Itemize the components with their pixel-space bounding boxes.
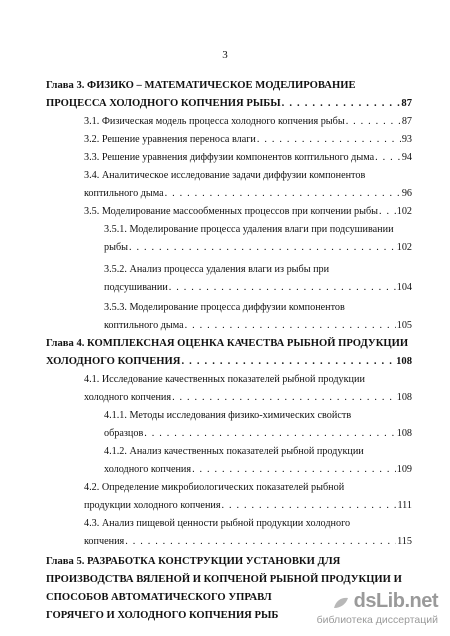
toc-entry-3-3: 3.3. Решение уравнения диффузии компонентов коптильного дыма . . . 94 xyxy=(84,152,412,164)
toc-entry-4-1-2: 4.1.2. Анализ качественных показателей рыбной продукции xyxy=(104,446,364,457)
toc-entry-3-4-cont: коптильного дыма . . . 96 xyxy=(84,188,412,200)
toc-chapter-5-title-cont-3: ГОРЯЧЕГО И ХОЛОДНОГО КОПЧЕНИЯ РЫБ xyxy=(46,610,279,621)
watermark-leaf-icon xyxy=(332,596,350,610)
toc-entry-3-5: 3.5. Моделирование массообменных процессов при копчении рыбы . . . 102 xyxy=(84,206,412,218)
toc-chapter-5-title-cont-2: СПОСОБОВ АВТОМАТИЧЕСКОГО УПРАВЛ xyxy=(46,592,272,603)
page-number: 3 xyxy=(222,49,228,61)
watermark-logo: dsLib.net xyxy=(353,590,438,612)
toc-entry-3-2: 3.2. Решение уравнения переноса влаги . . . 93 xyxy=(84,134,412,146)
toc-entry-4-3-cont: копчения . . . 115 xyxy=(84,536,412,548)
toc-entry-4-1-cont: холодного копчения . . . 108 xyxy=(84,392,412,404)
toc-entry-4-2: 4.2. Определение микробиологических показателей рыбной xyxy=(84,482,345,493)
toc-entry-3-5-2: 3.5.2. Анализ процесса удаления влаги из рыбы при xyxy=(104,264,330,275)
toc-entry-3-4: 3.4. Аналитическое исследование задачи диффузии компонентов xyxy=(84,170,366,181)
toc-chapter-4-title: Глава 4. КОМПЛЕКСНАЯ ОЦЕНКА КАЧЕСТВА РЫБНОЙ ПРОДУКЦИИ xyxy=(46,338,409,349)
toc-chapter-5-title-cont-1: ПРОИЗВОДСТВА ВЯЛЕНОЙ И КОПЧЕНОЙ РЫБНОЙ ПРОДУКЦИИ И xyxy=(46,574,402,585)
toc-entry-4-1-1-cont: образцов . . . 108 xyxy=(104,428,412,440)
toc-entry-3-5-2-cont: подсушивании . . . 104 xyxy=(104,282,412,294)
toc-chapter-3-title: Глава 3. ФИЗИКО – МАТЕМАТИЧЕСКОЕ МОДЕЛИРОВАНИЕ xyxy=(46,80,356,91)
toc-entry-4-3: 4.3. Анализ пищевой ценности рыбной продукции холодного xyxy=(84,518,351,529)
toc-entry-3-1: 3.1. Физическая модель процесса холодного копчения рыбы . . . 87 xyxy=(84,116,412,128)
toc-entry-3-5-3: 3.5.3. Моделирование процесса диффузии компонентов xyxy=(104,302,345,313)
toc-entry-4-1: 4.1. Исследование качественных показателей рыбной продукции xyxy=(84,374,365,385)
toc-entry-4-1-2-cont: холодного копчения . . . 109 xyxy=(104,464,412,476)
dslib-watermark xyxy=(292,590,442,630)
watermark-subtitle: библиотека диссертаций xyxy=(316,614,438,626)
toc-entry-3-5-1: 3.5.1. Моделирование процесса удаления влаги при подсушивании xyxy=(104,224,394,235)
toc-entry-3-5-1-cont: рыбы . . . 102 xyxy=(104,242,412,254)
toc-chapter-3-title-cont: ПРОЦЕССА ХОЛОДНОГО КОПЧЕНИЯ РЫБЫ . . . 87 xyxy=(46,98,412,110)
toc-entry-3-5-3-cont: коптильного дыма . . . 105 xyxy=(104,320,412,332)
toc-entry-4-2-cont: продукции холодного копчения . . . 111 xyxy=(84,500,412,512)
toc-chapter-4-title-cont: ХОЛОДНОГО КОПЧЕНИЯ . . . 108 xyxy=(46,356,412,368)
toc-entry-4-1-1: 4.1.1. Методы исследования физико-химических свойств xyxy=(104,410,352,421)
toc-chapter-5-title: Глава 5. РАЗРАБОТКА КОНСТРУКЦИИ УСТАНОВКИ ДЛЯ xyxy=(46,556,341,567)
